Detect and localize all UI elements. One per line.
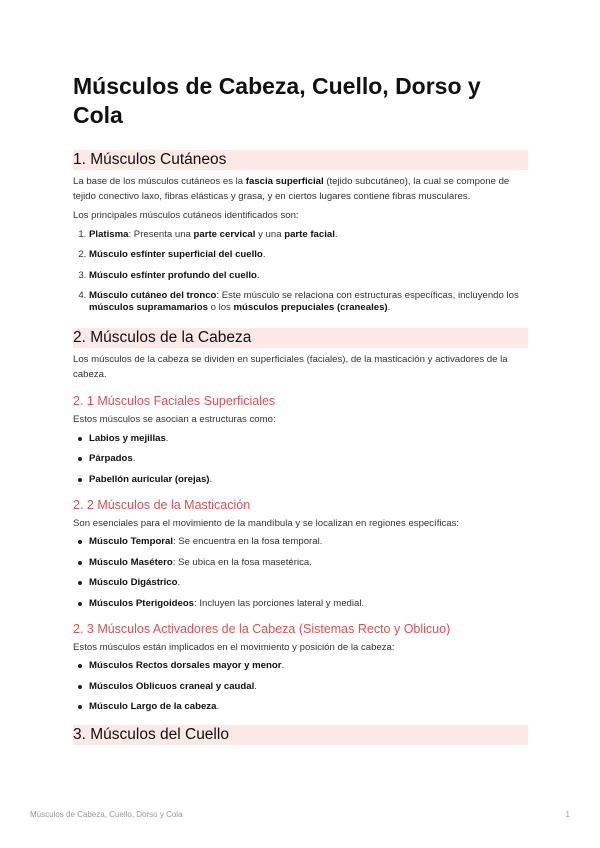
list-item: Labios y mejillas.	[89, 433, 528, 445]
list-item: 1. Platisma: Presenta una parte cervical y una parte facial.	[89, 229, 528, 241]
list-item: Músculo Largo de la cabeza.	[89, 701, 528, 713]
paragraph: Los músculos de la cabeza se dividen en superficiales (faciales), de la masticación y activadores de la cabeza.	[73, 354, 508, 380]
list-item: Músculos Pterigoideos: Incluyen las porciones lateral y medial.	[89, 598, 528, 610]
subsection-heading-faciales: 2. 1 Músculos Faciales Superficiales	[73, 394, 276, 408]
list-item: Pabellón auricular (orejas).	[89, 474, 528, 486]
section-heading-cabeza: 2. Músculos de la Cabeza	[73, 328, 528, 348]
page-title: Músculos de Cabeza, Cuello, Dorso y Cola	[73, 73, 481, 128]
list-item: 3. Músculo esfínter profundo del cuello.	[89, 270, 528, 282]
list-item: Párpados.	[89, 453, 528, 465]
paragraph: Estos músculos están implicados en el movimiento y posición de la cabeza:	[73, 641, 395, 653]
paragraph: Los principales músculos cutáneos identificados son:	[73, 210, 299, 221]
bullet-list	[73, 433, 528, 486]
list-item: Músculo Temporal: Se encuentra en la fosa temporal.	[89, 536, 528, 548]
bullet-list	[73, 660, 528, 713]
subsection-heading-masticacion: 2. 2 Músculos de la Masticación	[73, 497, 251, 512]
bullet-list	[73, 536, 528, 610]
numbered-list	[73, 229, 528, 315]
list-item: Músculo Digástrico.	[89, 577, 528, 589]
section-heading-cuello: 3. Músculos del Cuello	[73, 725, 528, 745]
list-item: Músculo Masétero: Se ubica en la fosa masetérica.	[89, 557, 528, 569]
paragraph: Estos músculos se asocian a estructuras como:	[73, 414, 276, 425]
document-body	[73, 72, 528, 745]
paragraph: Son esenciales para el movimiento de la mandíbula y se localizan en regiones específicas:	[73, 517, 460, 529]
page-number: 1	[565, 810, 570, 819]
list-item: 4. Músculo cutáneo del tronco: Este músculo se relaciona con estructuras específicas, incluyendo los músculos supramamarios o los músculos prepuciales (craneales).	[89, 290, 528, 314]
page-footer	[30, 810, 570, 819]
list-item: Músculos Rectos dorsales mayor y menor.	[89, 660, 528, 672]
list-item: Músculos Oblicuos craneal y caudal.	[89, 681, 528, 693]
section-heading-cutaneos: 1. Músculos Cutáneos	[73, 150, 528, 170]
paragraph: La base de los músculos cutáneos es la fascia superficial (tejido subcutáneo), la cual se compone de tejido conectivo laxo, fibras elásticas y grasa, y en ciertos lugares contiene fibras musculares.	[73, 176, 510, 202]
footer-title: Músculos de Cabeza, Cuello, Dorso y Cola	[30, 810, 183, 819]
subsection-heading-activadores: 2. 3 Músculos Activadores de la Cabeza (Sistemas Recto y Oblicuo)	[73, 621, 451, 636]
list-item: 2. Músculo esfínter superficial del cuello.	[89, 249, 528, 261]
